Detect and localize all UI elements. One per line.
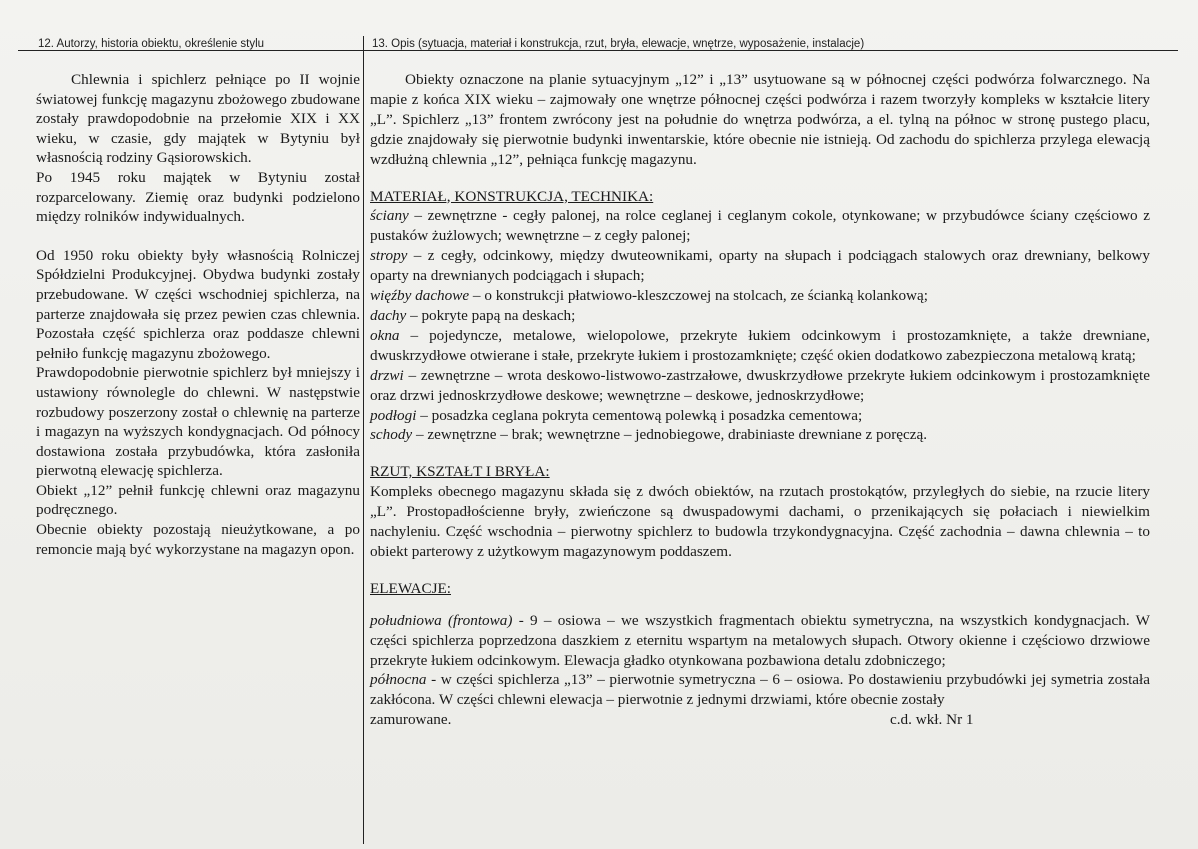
material-item: schody – zewnętrzne – brak; wewnętrzne – jednobiegowe, drabiniaste drewniane z poręczą.	[370, 426, 928, 444]
material-item: drzwi – zewnętrzne – wrota deskowo-listwowo-zastrzałowe, dwuskrzydłowe przekryte łukiem odcinkowym i prostozamknięte oraz drzwi jednoskrzydłowe deskowe; wewnętrzne – deskowe, jednoskrzydłowe;	[370, 366, 1150, 404]
material-item: stropy – z cegły, odcinkowy, między dwuteownikami, oparty na słupach i podciągach stalowych oraz drewniany, belkowy oparty na drewnianych podciągach i słupach;	[370, 247, 1150, 285]
material-section-heading: MATERIAŁ, KONSTRUKCJA, TECHNIKA:	[370, 187, 654, 205]
material-item: więźby dachowe – o konstrukcji płatwiowo-kleszczowej na stolcach, ze ścianką kolankową;	[370, 287, 928, 305]
history-paragraph-2: Po 1945 roku majątek w Bytyniu został rozparcelowany. Ziemię oraz budynki podzielono między rolników indywidualnych.	[36, 168, 360, 226]
header-rule	[18, 50, 1178, 51]
material-item: podłogi – posadzka ceglana pokryta cementową polewką i posadzka cementowa;	[370, 406, 863, 424]
history-paragraph-5: Obiekt „12” pełnił funkcję chlewni oraz magazynu podręcznego.	[36, 481, 360, 519]
rzut-paragraph: Kompleks obecnego magazynu składa się z dwóch obiektów, na rzutach prostokątów, przyległych do siebie, na rzucie litery „L”. Prostopadłościenne bryły, zwieńczone są dwuspadowymi dachami, o przenikających się połaciach i niewielkim nachyleniu. Część wschodnia – pierwotny spichlerz to budowla trzykondygnacyjna. Część zachodnia – dawna chlewnia – to obiekt parterowy z użytkowym magazynowym poddaszem.	[370, 483, 1150, 560]
description-column	[370, 70, 1150, 730]
history-paragraph-4: Prawdopodobnie pierwotnie spichlerz był mniejszy i ustawiony równolegle do chlewni. W następstwie rozbudowy poszerzony został o chlewnię na parterze i magazyn na wyższych kondygnacjach. Od północy dostawiona została przybudówka, która zasłoniła pierwotną elewację spichlerza.	[36, 364, 360, 480]
elewacje-section-heading: ELEWACJE:	[370, 579, 451, 597]
column-divider	[363, 36, 364, 844]
left-column-header: 12. Autorzy, historia obiektu, określenie stylu	[38, 38, 265, 50]
history-column	[36, 70, 360, 559]
elevation-south: południowa (frontowa) - 9 – osiowa – we wszystkich fragmentach obiektu symetryczna, na wszystkich kondygnacjach. W części spichlerza poprzedzona daszkiem z eternitu wspartym na metalowych słupach. Otwory okienne i częściowo drzwiowe przekryte łukiem odcinkowym. Elewacja gładko otynkowana pozbawiona detalu zdobniczego;	[370, 611, 1151, 669]
material-item: okna – pojedyncze, metalowe, wielopolowe, przekryte łukiem odcinkowym i prostozamknięte, a także drewniane, dwuskrzydłowe otwierane i stałe, przekryte łukiem i prostozamknięte; część okien dodatkowo zabezpieczona metalową kratą;	[370, 326, 1150, 364]
material-item: ściany – zewnętrzne - cegły palonej, na rolce ceglanej i ceglanym cokole, otynkowane; w przybudówce ściany częściowo z pustaków żużlowych; wewnętrzne – z cegły palonej;	[370, 207, 1150, 245]
rzut-section-heading: RZUT, KSZTAŁT I BRYŁA:	[370, 463, 550, 481]
history-paragraph-3: Od 1950 roku obiekty były własnością Rolniczej Spółdzielni Produkcyjnej. Obydwa budynki zostały przebudowane. W części wschodniej spichlerza, na parterze znajdowała się przez pewien czas chlewnia. Pozostała część spichlerza oraz poddasze chlewni pełniło funkcję magazynu zbożowego.	[36, 246, 360, 362]
elevation-north: północna - w części spichlerza „13” – pierwotnie symetryczna – 6 – osiowa. Po dostawieniu przybudówki jej symetria została zakłócona. W części chlewni elewacja – pierwotnie z jednymi drzwiami, które obecnie zostały	[370, 671, 1150, 709]
material-item: dachy – pokryte papą na deskach;	[370, 306, 576, 324]
elevation-north-end: zamurowane. c.d. wkł. Nr 1	[370, 711, 974, 729]
history-paragraph-6: Obecnie obiekty pozostają nieużytkowane, a po remoncie mają być wykorzystane na magazyn opon.	[36, 521, 360, 558]
situation-paragraph: Obiekty oznaczone na planie sytuacyjnym „12” i „13” usytuowane są w północnej części podwórza folwarcznego. Na mapie z końca XIX wieku – zajmowały one wnętrze północnej części podwórza i razem tworzyły kompleks w kształcie litery „L”. Spichlerz „13” frontem zwrócony jest na południe do wnętrza podwórza, a el. tylną na północ w stronę pustego placu, gdzie znajdowały się pierwotnie budynki inwentarskie, które obecnie nie istnieją. Od zachodu do spichlerza przylega elewacją wzdłużną chlewnia „12”, pełniąca funkcję magazynu.	[370, 71, 1150, 168]
right-column-header: 13. Opis (sytuacja, materiał i konstrukcja, rzut, bryła, elewacje, wnętrze, wyposażenie, instalacje)	[372, 38, 865, 50]
continuation-note: c.d. wkł. Nr 1	[890, 711, 974, 729]
history-paragraph-1: Chlewnia i spichlerz pełniące po II wojnie światowej funkcję magazynu zbożowego zbudowane zostały prawdopodobnie na przełomie XIX i XX wieku, w czasie, gdy majątek w Bytyniu był własnością rodziny Gąsiorowskich.	[36, 71, 360, 167]
